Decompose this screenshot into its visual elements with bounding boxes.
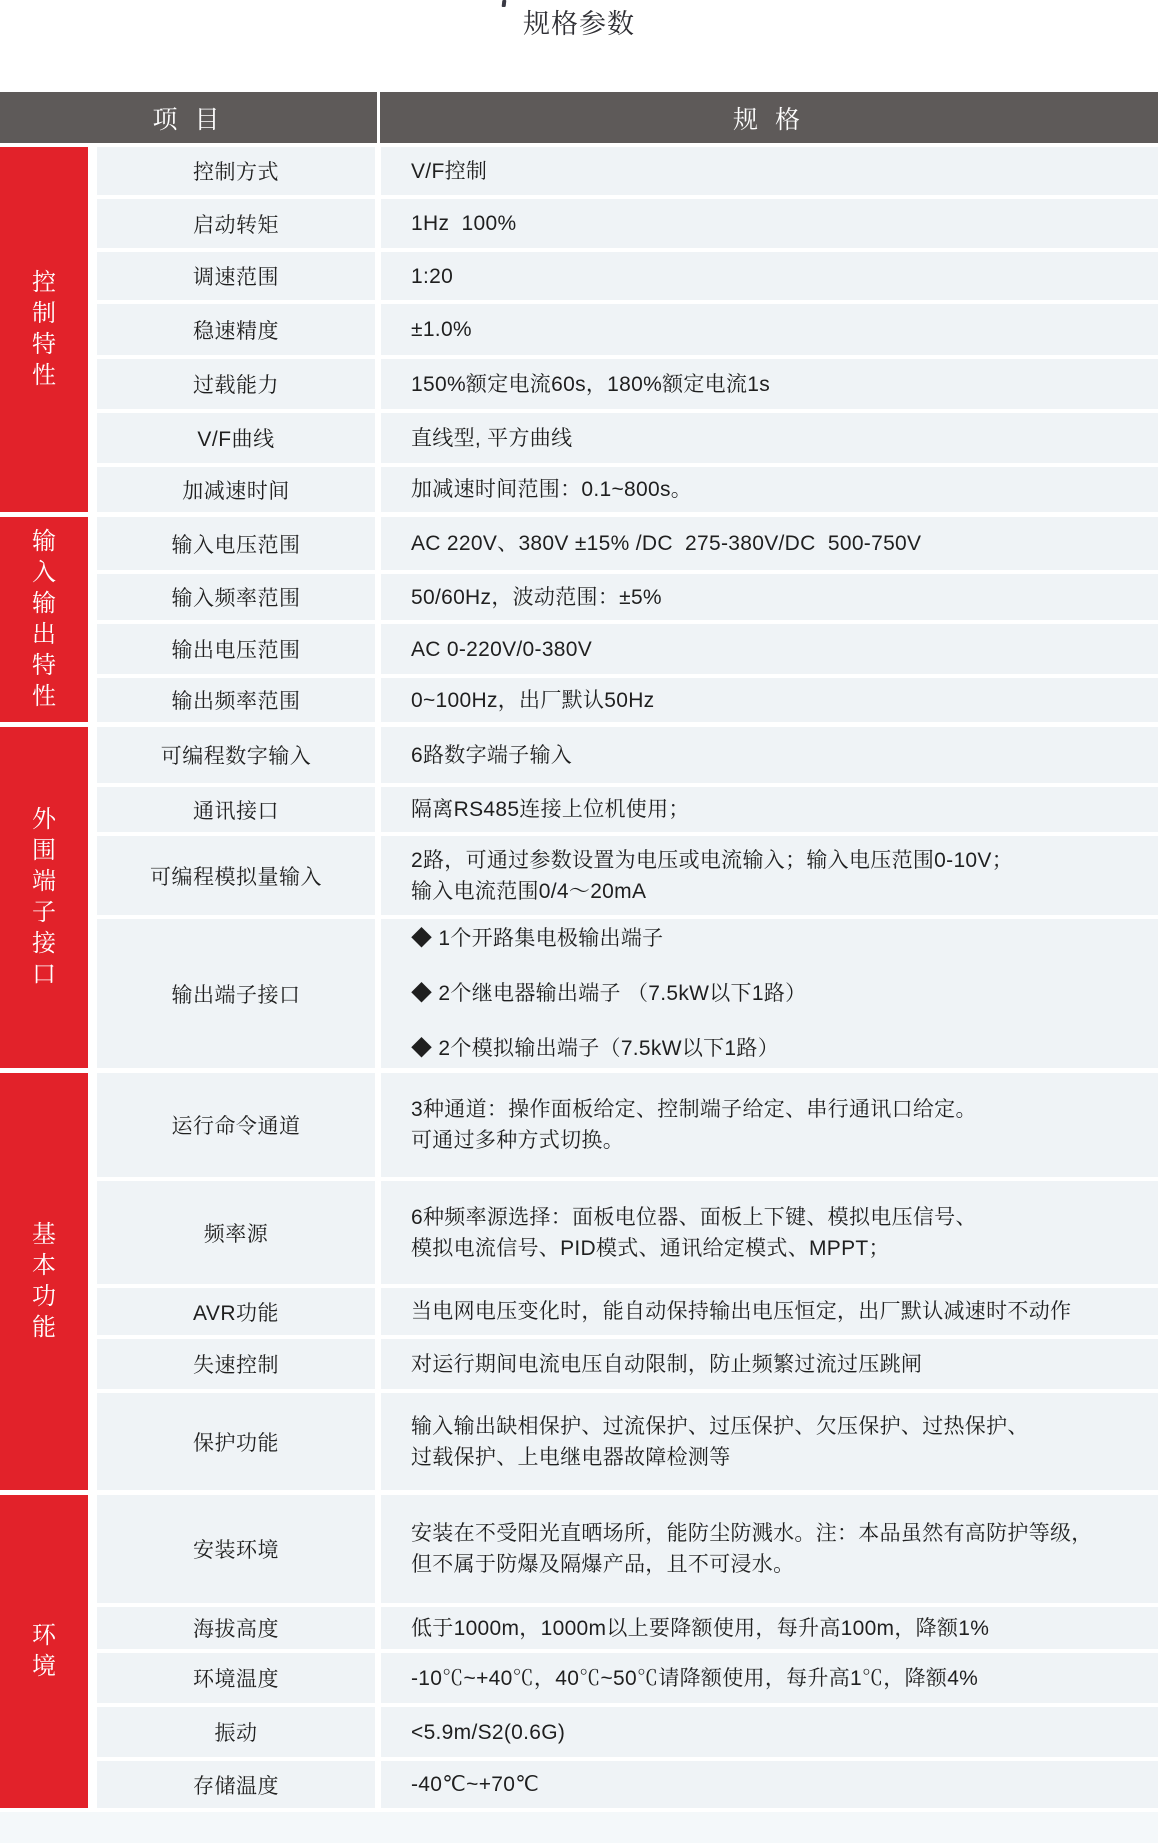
spec-cell: [381, 1653, 1158, 1703]
item-cell: 存储温度: [97, 1761, 375, 1808]
spec-line: 隔离RS485连接上位机使用；: [411, 798, 690, 821]
spec-line: <5.9m/S2(0.6G): [411, 1720, 566, 1744]
spec-cell: [381, 836, 1158, 915]
table-row: [97, 252, 1158, 300]
table-row: [97, 359, 1158, 409]
spec-cell: [381, 1393, 1158, 1490]
table-section: [0, 1073, 1158, 1490]
table-header: [0, 92, 1158, 143]
spec-cell: [381, 574, 1158, 620]
spec-line: 0~100Hz，出厂默认50Hz: [411, 688, 655, 712]
spec-line: 3种通道：操作面板给定、控制端子给定、串行通讯口给定。: [411, 1098, 977, 1121]
spec-line: 50/60Hz，波动范围：±5%: [411, 585, 662, 609]
spec-cell: [381, 359, 1158, 409]
spec-line: 150%额定电流60s，180%额定电流1s: [411, 372, 771, 396]
category-label-char: 口: [32, 961, 56, 988]
category-label-char: 子: [32, 899, 56, 926]
spec-cell: [381, 252, 1158, 300]
table-row: [97, 1288, 1158, 1335]
category-label-char: 境: [32, 1653, 56, 1680]
category-sidebar-label: [0, 147, 88, 512]
item-cell: 保护功能: [97, 1393, 375, 1490]
spec-line: -10℃~+40℃，40℃~50℃请降额使用，每升高1℃，降额4%: [411, 1666, 979, 1690]
spec-cell: [381, 413, 1158, 463]
spec-cell: [381, 1073, 1158, 1177]
spec-line: 当电网电压变化时，能自动保持输出电压恒定，出厂默认减速时不动作: [411, 1300, 1072, 1323]
category-label-char: 性: [32, 362, 56, 389]
item-cell: 控制方式: [97, 147, 375, 195]
spec-line: 6种频率源选择：面板电位器、面板上下键、模拟电压信号、: [411, 1205, 977, 1229]
category-label-char: 本: [32, 1252, 56, 1279]
spec-cell: [381, 678, 1158, 722]
spec-line: V/F控制: [411, 159, 488, 183]
spec-cell: [381, 1288, 1158, 1335]
spec-cell: [381, 467, 1158, 512]
category-sidebar-label: [0, 1495, 88, 1808]
table-row: [97, 1607, 1158, 1649]
item-cell: 稳速精度: [97, 304, 375, 355]
table-row: [97, 147, 1158, 195]
spec-cell: [381, 517, 1158, 570]
spec-cell: [381, 1181, 1158, 1284]
item-cell: 调速范围: [97, 252, 375, 300]
item-cell: 振动: [97, 1707, 375, 1757]
spec-cell: [381, 199, 1158, 248]
page-title: 规格参数: [523, 9, 635, 39]
spec-cell: [381, 787, 1158, 832]
table-row: [97, 624, 1158, 674]
category-sidebar-label: [0, 727, 88, 1068]
section-rows: [97, 1495, 1158, 1808]
header-item-column: 项 目: [0, 92, 377, 143]
spec-line: 1Hz 100%: [411, 212, 517, 235]
table-row: [97, 1339, 1158, 1389]
spec-line: 但不属于防爆及隔爆产品，且不可浸水。: [411, 1553, 795, 1576]
table-section: [0, 147, 1158, 512]
table-row: [97, 574, 1158, 620]
table-section: [0, 517, 1158, 722]
category-label-char: 出: [32, 621, 56, 648]
table-section: [0, 1495, 1158, 1808]
table-row: [97, 727, 1158, 783]
item-cell: 启动转矩: [97, 199, 375, 248]
item-cell: 安装环境: [97, 1495, 375, 1603]
table-row: [97, 467, 1158, 512]
item-cell: 过载能力: [97, 359, 375, 409]
table-row: [97, 1181, 1158, 1284]
spec-line: -40℃~+70℃: [411, 1773, 540, 1796]
spec-line: 2路，可通过参数设置为电压或电流输入；输入电压范围0-10V；: [411, 848, 1014, 872]
item-cell: 失速控制: [97, 1339, 375, 1389]
spec-line: 1:20: [411, 264, 454, 288]
spec-line: AC 0-220V/0-380V: [411, 637, 593, 661]
spec-bullet-line: ◆ 1个开路集电极输出端子: [411, 927, 664, 950]
spec-line: 过载保护、上电继电器故障检测等: [411, 1445, 731, 1469]
table-row: [97, 199, 1158, 248]
spec-cell: [381, 727, 1158, 783]
category-label-char: 能: [32, 1314, 56, 1341]
spec-cell: [381, 1707, 1158, 1757]
category-label-char: 入: [32, 559, 56, 586]
item-cell: 输出电压范围: [97, 624, 375, 674]
spec-line: 模拟电流信号、PID模式、通讯给定模式、MPPT；: [411, 1236, 890, 1260]
category-label-char: 控: [32, 269, 56, 296]
table-section: [0, 727, 1158, 1068]
spec-line: AC 220V、380V ±15% /DC 275-380V/DC 500-750V: [411, 532, 922, 555]
table-row: [97, 304, 1158, 355]
spec-line: 输入电流范围0/4～20mA: [411, 879, 647, 903]
item-cell: 输入频率范围: [97, 574, 375, 620]
spec-cell: [381, 919, 1158, 1068]
category-label-char: 功: [32, 1283, 56, 1310]
header-spec-column: 规 格: [380, 92, 1158, 143]
spec-line: ±1.0%: [411, 318, 472, 341]
spec-cell: [381, 1339, 1158, 1389]
category-label-char: 性: [32, 683, 56, 710]
spec-line: 直线型, 平方曲线: [411, 426, 573, 450]
bottom-strip: [0, 1812, 1158, 1843]
spec-table: [0, 92, 1158, 1808]
spec-bullet-line: ◆ 2个模拟输出端子（7.5kW以下1路）: [411, 1037, 780, 1060]
item-cell: 通讯接口: [97, 787, 375, 832]
category-label-char: 端: [32, 868, 56, 895]
table-row: [97, 1761, 1158, 1808]
spec-cell: [381, 1607, 1158, 1649]
spec-line: 低于1000m，1000m以上要降额使用，每升高100m，降额1%: [411, 1616, 990, 1640]
item-cell: AVR功能: [97, 1288, 375, 1335]
table-row: [97, 517, 1158, 570]
category-sidebar-label: [0, 1073, 88, 1490]
item-cell: 环境温度: [97, 1653, 375, 1703]
category-label-char: 输: [32, 528, 56, 555]
item-cell: 海拔高度: [97, 1607, 375, 1649]
section-rows: [97, 147, 1158, 512]
section-rows: [97, 727, 1158, 1068]
category-sidebar-label: [0, 517, 88, 722]
category-label-char: 特: [32, 652, 56, 679]
table-row: [97, 1495, 1158, 1603]
item-cell: 运行命令通道: [97, 1073, 375, 1177]
table-body: [0, 147, 1158, 1808]
spec-line: 安装在不受阳光直晒场所，能防尘防溅水。注：本品虽然有高防护等级，: [411, 1522, 1093, 1545]
item-cell: 输出频率范围: [97, 678, 375, 722]
category-label-char: 特: [32, 331, 56, 358]
category-label-char: 基: [32, 1221, 56, 1248]
section-rows: [97, 517, 1158, 722]
spec-line: 输入输出缺相保护、过流保护、过压保护、欠压保护、过热保护、: [411, 1414, 1029, 1438]
spec-cell: [381, 147, 1158, 195]
table-row: [97, 919, 1158, 1068]
spec-bullet-line: ◆ 2个继电器输出端子 （7.5kW以下1路）: [411, 982, 807, 1005]
item-cell: 输入电压范围: [97, 517, 375, 570]
category-label-char: 制: [32, 300, 56, 327]
item-cell: 可编程数字输入: [97, 727, 375, 783]
item-cell: 可编程模拟量输入: [97, 836, 375, 915]
table-row: [97, 1653, 1158, 1703]
spec-line: 可通过多种方式切换。: [411, 1129, 624, 1152]
table-row: [97, 678, 1158, 722]
item-cell: 频率源: [97, 1181, 375, 1284]
item-cell: 输出端子接口: [97, 919, 375, 1068]
spec-cell: [381, 1761, 1158, 1808]
spec-cell: [381, 304, 1158, 355]
item-cell: V/F曲线: [97, 413, 375, 463]
spec-line: 对运行期间电流电压自动限制，防止频繁过流过压跳闸: [411, 1352, 923, 1376]
table-row: [97, 836, 1158, 915]
spec-cell: [381, 624, 1158, 674]
category-label-char: 外: [32, 806, 56, 833]
spec-line: 6路数字端子输入: [411, 743, 573, 767]
category-label-char: 环: [32, 1622, 56, 1649]
category-label-char: 围: [32, 837, 56, 864]
item-cell: 加减速时间: [97, 467, 375, 512]
table-row: [97, 1393, 1158, 1490]
table-row: [97, 1073, 1158, 1177]
spec-line: 加减速时间范围：0.1~800s。: [411, 478, 693, 501]
category-label-char: 接: [32, 930, 56, 957]
category-label-char: 输: [32, 590, 56, 617]
table-row: [97, 787, 1158, 832]
table-row: [97, 1707, 1158, 1757]
spec-cell: [381, 1495, 1158, 1603]
table-row: [97, 413, 1158, 463]
section-rows: [97, 1073, 1158, 1490]
